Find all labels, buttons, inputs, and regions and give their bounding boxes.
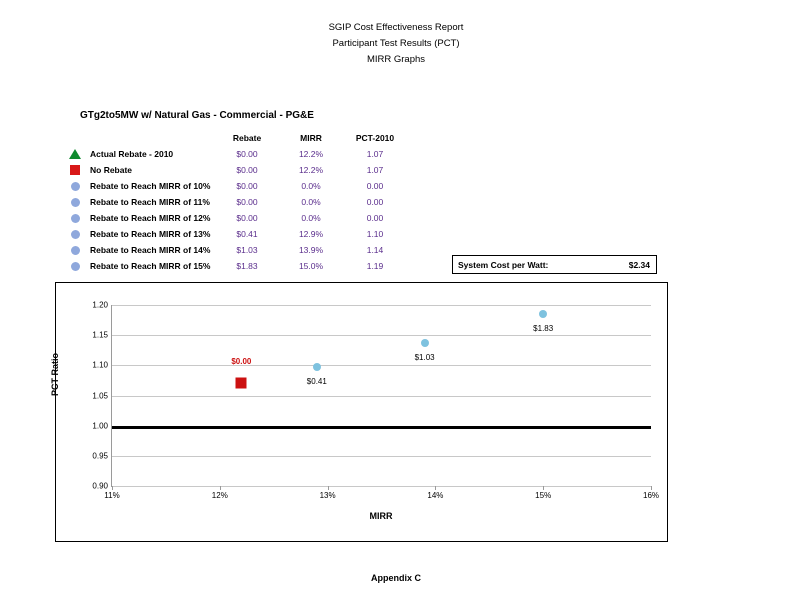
y-gridline xyxy=(112,335,651,336)
row-mirr: 13.9% xyxy=(298,245,324,255)
data-point-rebate xyxy=(421,339,429,347)
legend-table xyxy=(62,133,407,274)
table-row xyxy=(62,178,407,194)
header-line-3: MIRR Graphs xyxy=(366,54,426,65)
y-axis-tick-label: 1.10 xyxy=(92,360,108,370)
dot-blue-icon xyxy=(71,182,80,191)
table-header-row xyxy=(62,133,407,146)
table-row xyxy=(62,258,407,274)
header-line-2: Participant Test Results (PCT) xyxy=(332,38,460,49)
y-axis-tick-label: 0.95 xyxy=(92,451,108,461)
column-header-mirr: MIRR xyxy=(300,133,322,143)
square-red-icon xyxy=(70,165,80,175)
table-row xyxy=(62,210,407,226)
row-label: Rebate to Reach MIRR of 11% xyxy=(90,197,210,207)
dot-blue-icon xyxy=(71,262,80,271)
y-gridline xyxy=(112,396,651,397)
row-pct: 1.14 xyxy=(366,245,384,255)
dot-blue-icon xyxy=(71,198,80,207)
page-footer: Appendix C xyxy=(370,573,421,583)
row-label: Rebate to Reach MIRR of 14% xyxy=(90,245,211,255)
column-header-marker xyxy=(62,133,88,146)
x-axis-tick-label: 12% xyxy=(211,491,228,500)
row-rebate: $0.00 xyxy=(236,213,258,223)
system-cost-value: $2.34 xyxy=(628,260,650,270)
data-point-label: $1.03 xyxy=(414,353,435,362)
row-rebate: $0.00 xyxy=(236,197,258,207)
data-point-rebate xyxy=(313,363,321,371)
row-label: Rebate to Reach MIRR of 15% xyxy=(90,261,211,271)
marker-cell xyxy=(62,162,88,178)
x-axis-tick-mark xyxy=(651,486,652,490)
table-row xyxy=(62,194,407,210)
system-cost-box xyxy=(452,255,657,274)
row-mirr: 15.0% xyxy=(298,261,324,271)
data-point-rebate xyxy=(539,310,547,318)
x-axis-tick-mark xyxy=(112,486,113,490)
row-rebate: $0.00 xyxy=(236,165,258,175)
table-row xyxy=(62,146,407,162)
marker-cell xyxy=(62,242,88,258)
y-axis-tick-label: 1.20 xyxy=(92,300,108,310)
row-label: Rebate to Reach MIRR of 10% xyxy=(90,181,211,191)
y-axis-tick-label: 1.00 xyxy=(92,421,108,431)
document-header xyxy=(0,20,792,68)
row-rebate: $0.41 xyxy=(236,229,258,239)
marker-cell xyxy=(62,146,88,162)
y-gridline xyxy=(112,365,651,366)
row-rebate: $0.00 xyxy=(236,181,258,191)
data-point-label: $0.00 xyxy=(231,357,252,367)
row-pct: 1.10 xyxy=(366,229,384,239)
x-axis-tick-label: 16% xyxy=(642,491,660,500)
chart-plot-area xyxy=(92,300,660,500)
row-pct: 1.07 xyxy=(366,165,384,175)
x-axis-tick-mark xyxy=(435,486,436,490)
x-axis-title: MIRR xyxy=(369,511,393,521)
x-axis-tick-mark xyxy=(543,486,544,490)
data-point-label: $0.41 xyxy=(306,377,327,387)
row-pct: 0.00 xyxy=(366,197,384,207)
row-pct: 0.00 xyxy=(366,181,384,191)
y-axis-tick-label: 1.15 xyxy=(92,330,108,340)
column-header-scenario xyxy=(88,133,215,146)
system-cost-label: System Cost per Watt: xyxy=(458,260,549,270)
row-label: No Rebate xyxy=(90,165,133,175)
y-gridline xyxy=(112,486,651,487)
y-axis-title: PCT Ratio xyxy=(50,352,60,396)
dot-blue-icon xyxy=(71,214,80,223)
y-axis-tick-label: 1.05 xyxy=(92,391,108,400)
row-mirr: 0.0% xyxy=(301,181,321,191)
row-mirr: 0.0% xyxy=(301,197,321,207)
x-axis-tick-mark xyxy=(220,486,221,490)
marker-cell xyxy=(62,178,88,194)
x-axis-tick-label: 15% xyxy=(535,491,552,500)
marker-cell xyxy=(62,210,88,226)
x-axis-tick-mark xyxy=(328,486,329,490)
marker-cell xyxy=(62,194,88,210)
row-mirr: 0.0% xyxy=(301,213,321,223)
row-rebate: $1.03 xyxy=(236,245,258,255)
y-gridline xyxy=(112,456,651,457)
row-pct: 1.07 xyxy=(366,149,384,159)
y-gridline xyxy=(112,305,651,306)
row-mirr: 12.2% xyxy=(298,165,324,175)
row-rebate: $1.83 xyxy=(236,261,258,271)
x-axis-tick-label: 11% xyxy=(104,491,120,500)
y-gridline xyxy=(112,426,651,429)
triangle-green-icon xyxy=(69,149,81,159)
marker-cell xyxy=(62,226,88,242)
dot-blue-icon xyxy=(71,246,80,255)
x-axis-tick-label: 14% xyxy=(427,491,444,500)
row-mirr: 12.2% xyxy=(298,149,324,159)
data-point-no-rebate xyxy=(236,378,247,389)
row-label: Actual Rebate - 2010 xyxy=(90,149,174,159)
dot-blue-icon xyxy=(71,230,80,239)
row-pct: 0.00 xyxy=(366,213,384,223)
column-header-rebate: Rebate xyxy=(232,133,262,143)
row-mirr: 12.9% xyxy=(298,229,324,239)
table-row xyxy=(62,242,407,258)
marker-cell xyxy=(62,258,88,274)
x-axis-tick-label: 13% xyxy=(319,491,336,500)
header-line-1: SGIP Cost Effectiveness Report xyxy=(328,22,464,33)
table-row xyxy=(62,162,407,178)
column-header-pct: PCT-2010 xyxy=(355,133,395,143)
table-row xyxy=(62,226,407,242)
report-title: GTg2to5MW w/ Natural Gas - Commercial - PG&E xyxy=(80,110,314,121)
row-pct: 1.19 xyxy=(366,261,384,271)
row-rebate: $0.00 xyxy=(236,149,258,159)
row-label: Rebate to Reach MIRR of 12% xyxy=(90,213,211,223)
row-label: Rebate to Reach MIRR of 13% xyxy=(90,229,211,239)
y-axis-tick-label: 0.90 xyxy=(92,481,108,491)
chart-container xyxy=(50,282,668,542)
data-point-label: $1.83 xyxy=(533,324,554,334)
